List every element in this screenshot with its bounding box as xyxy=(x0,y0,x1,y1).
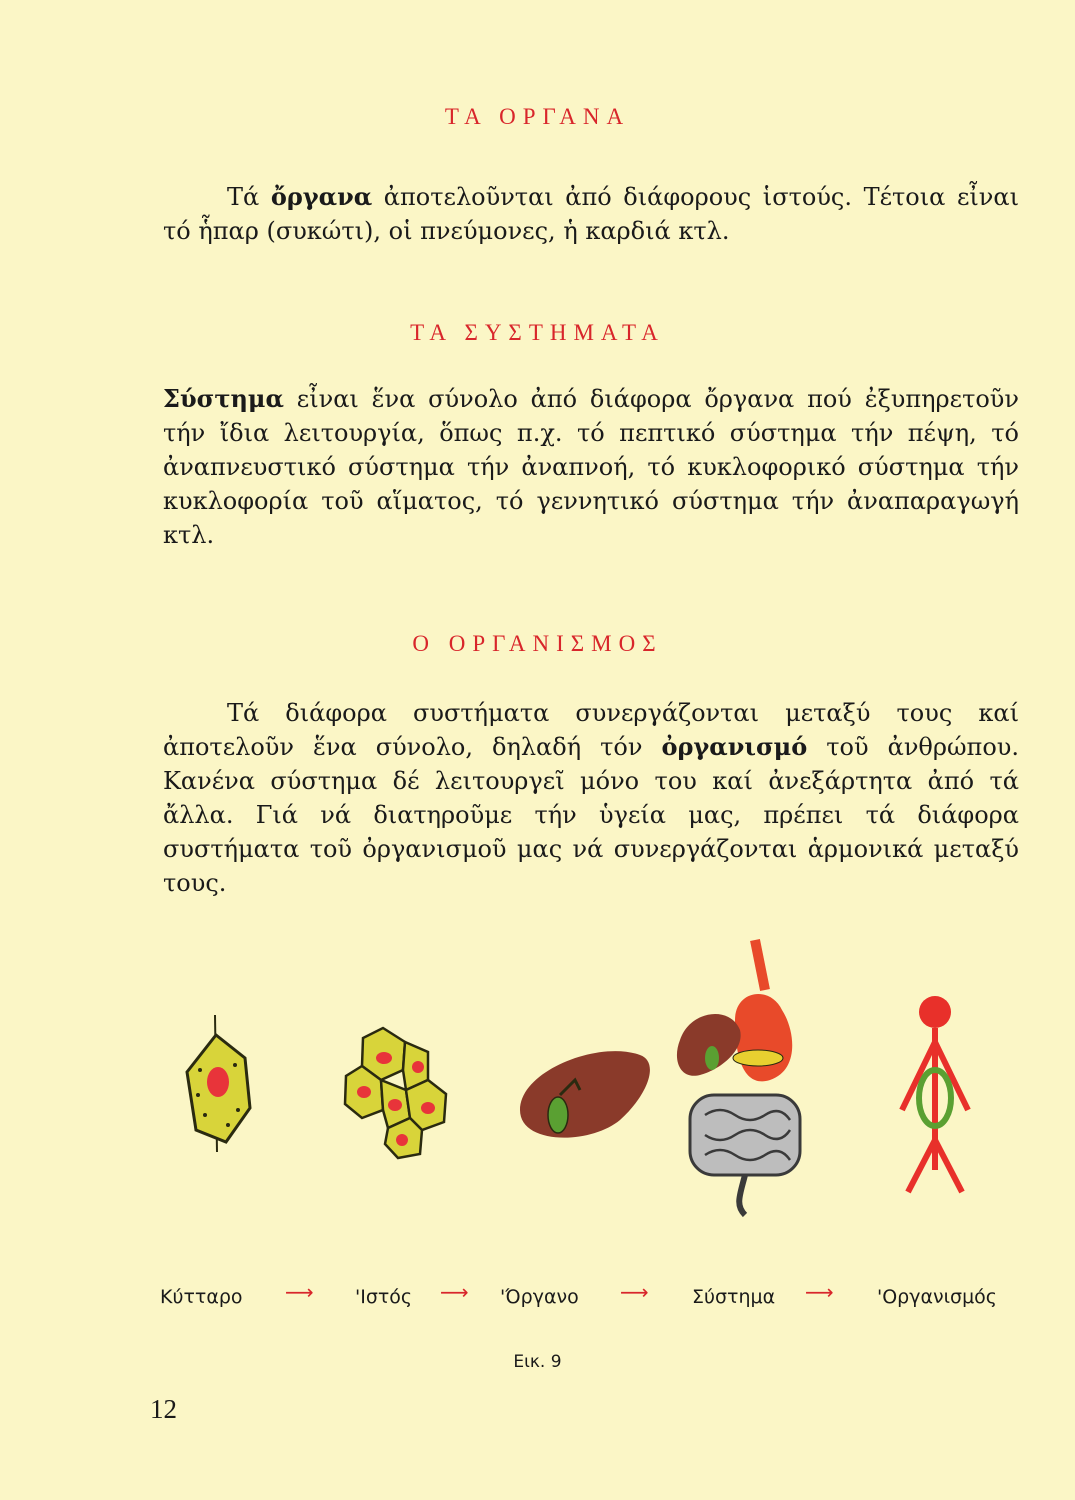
arrow-icon: ⟶ xyxy=(805,1280,834,1304)
bold-term-organism: ὀργανισμό xyxy=(661,732,808,761)
bold-term-organs: ὄργανα xyxy=(270,182,373,211)
organism-illustration xyxy=(902,996,968,1192)
heading-organs: ΤΑ ΟΡΓΑΝΑ xyxy=(444,104,631,129)
paragraph-organism xyxy=(163,696,1019,900)
figure-caption: Εικ. 9 xyxy=(513,1352,562,1372)
text-run: Τά διάφορα συστήματα συνεργάζονται μεταξύ τους καί ἀποτελοῦν ἕνα σύνολο, δηλαδή τόν xyxy=(163,699,1019,761)
label-tissue: 'Ιστός xyxy=(355,1286,413,1308)
label-system: Σύστημα xyxy=(692,1286,776,1308)
paragraph-systems xyxy=(163,382,1019,552)
figure-labels xyxy=(0,1280,1075,1326)
label-organism: 'Οργανισμός xyxy=(877,1286,997,1308)
text-run: Τά xyxy=(227,183,271,211)
digestive-system-illustration xyxy=(677,940,800,1215)
arrow-icon: ⟶ xyxy=(620,1280,649,1304)
cell-illustration xyxy=(187,1015,250,1152)
organ-illustration xyxy=(520,1051,650,1138)
arrow-icon: ⟶ xyxy=(440,1280,469,1304)
label-cell: Κύτταρο xyxy=(160,1286,243,1308)
text-run: τοῦ ἀνθρώπου. Κανένα σύστημα δέ λειτουργεῖ μόνο του καί ἀνεξάρτητα ἀπό τά ἄλλα. Γιά νά διατηροῦμε τήν ὑγεία μας, πρέπει τά διάφορα συστήματα τοῦ ὀργανισμοῦ μας νά συνεργάζονται ἁρμονικά μεταξύ τους. xyxy=(163,733,1019,897)
heading-organism: Ο ΟΡΓΑΝΙΣΜΟΣ xyxy=(412,631,663,656)
heading-systems: ΤΑ ΣΥΣΤΗΜΑΤΑ xyxy=(410,320,665,345)
bold-term-system: Σύστημα xyxy=(163,384,284,413)
page-number: 12 xyxy=(150,1394,177,1424)
text-run: ἀποτελοῦνται ἀπό διάφορους ἱστούς. Τέτοια εἶναι τό ἧπαρ (συκώτι), οἱ πνεύμονες, ἡ καρδιά κτλ. xyxy=(163,183,1019,245)
illustration-cell-to-organism xyxy=(0,930,1075,1230)
arrow-icon: ⟶ xyxy=(285,1280,314,1304)
paragraph-organs xyxy=(163,180,1019,248)
tissue-illustration xyxy=(345,1028,446,1158)
label-organ: 'Όργανο xyxy=(500,1286,579,1308)
text-run: εἶναι ἕνα σύνολο ἀπό διάφορα ὄργανα πού ἐξυπηρετοῦν τήν ἴδια λειτουργία, ὅπως π.χ. τό πεπτικό σύστημα τήν πέψη, τό ἀναπνευστικό σύστημα τήν ἀναπνοή, τό κυκλοφορικό σύστημα τήν κυκλοφορία τοῦ αἵματος, τό γεννητικό σύστημα τήν ἀναπαραγωγή κτλ. xyxy=(163,385,1019,549)
